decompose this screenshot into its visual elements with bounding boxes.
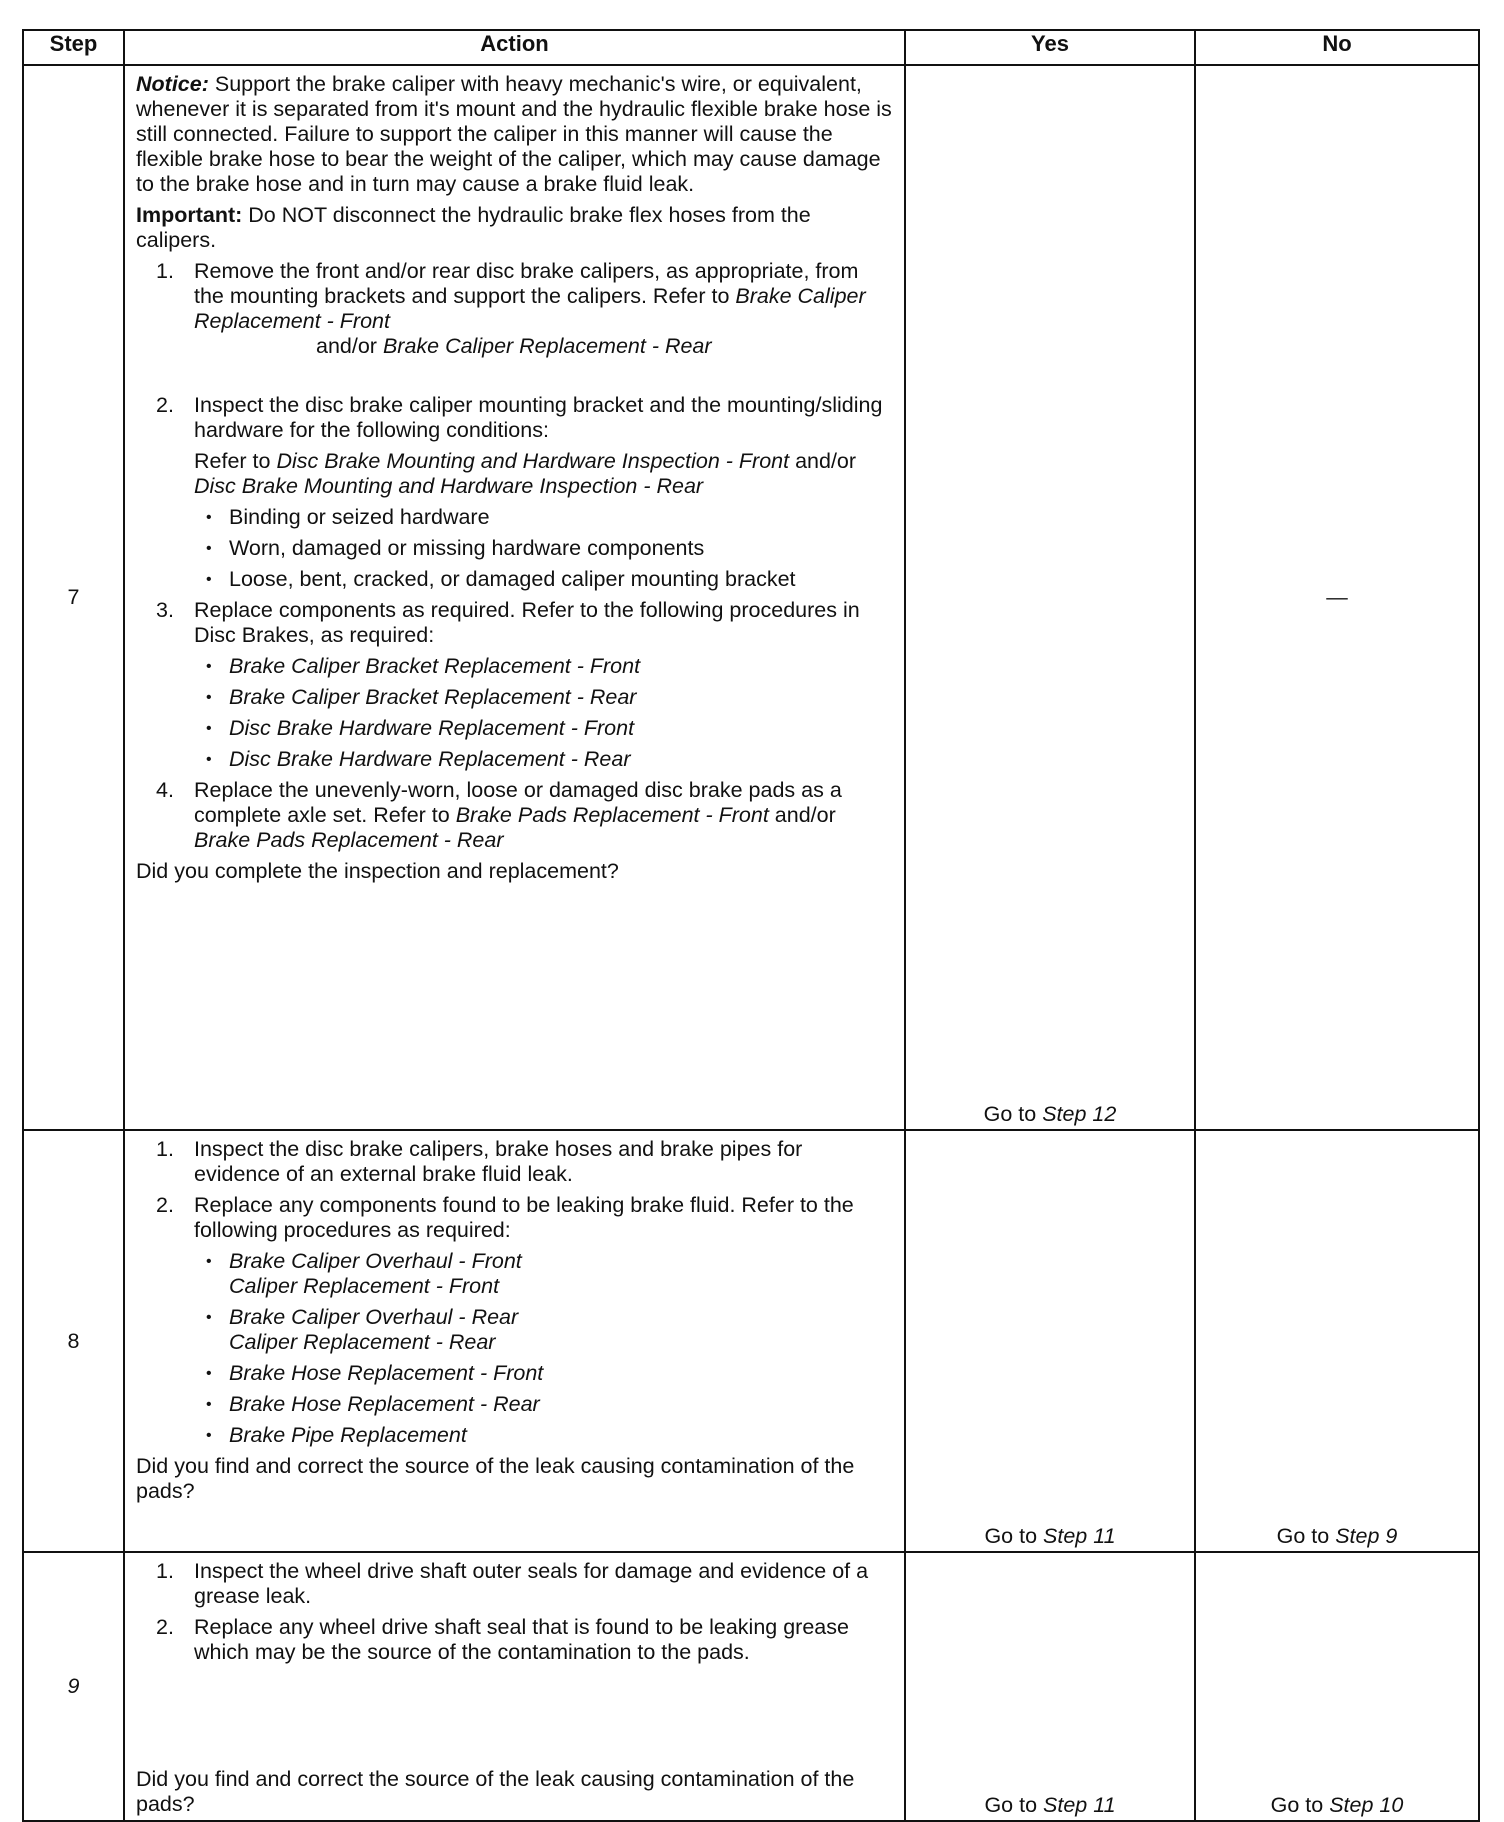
item-number: 2.	[156, 1615, 174, 1639]
item-text: Inspect the disc brake calipers, brake hoses and brake pipes for evidence of an external brake fluid leak.	[194, 1137, 803, 1186]
diagnostic-table	[22, 29, 1480, 1822]
table-row-step-8	[23, 1130, 1479, 1552]
bullet-item	[136, 1423, 894, 1448]
refer-paragraph	[194, 449, 894, 499]
bullet-item	[136, 747, 894, 772]
bullet-text: Binding or seized hardware	[229, 505, 490, 529]
item-text: Remove the front and/or rear disc brake calipers, as appropriate, from the mounting brackets and support the calipers. Refer to	[194, 259, 859, 308]
bullet-item	[136, 685, 894, 710]
action-cell	[124, 65, 905, 1130]
yes-cell	[905, 65, 1195, 1130]
bullet-icon: •	[206, 658, 212, 675]
bullet-item	[136, 1249, 894, 1299]
no-step-link[interactable]: Step 10	[1329, 1793, 1404, 1817]
item-number: 1.	[156, 1137, 174, 1161]
item-text: Replace the unevenly-worn, loose or damaged disc brake pads as a complete axle set. Refer to	[194, 778, 842, 827]
bullet-icon: •	[206, 720, 212, 737]
important-paragraph	[136, 203, 894, 253]
reference-link[interactable]: Disc Brake Hardware Replacement - Front	[229, 716, 635, 740]
reference-link[interactable]: Brake Caliper Overhaul - Rear	[229, 1305, 519, 1329]
action-cell	[124, 1130, 905, 1552]
reference-link[interactable]: Brake Caliper Replacement - Rear	[382, 334, 712, 358]
item-text: Inspect the wheel drive shaft outer seals for damage and evidence of a grease leak.	[194, 1559, 869, 1608]
item-number: 2.	[156, 1193, 174, 1217]
header-yes: Yes	[905, 30, 1195, 65]
bullet-item	[136, 716, 894, 741]
notice-label: Notice:	[136, 72, 209, 96]
header-action: Action	[124, 30, 905, 65]
reference-link[interactable]: Brake Pads Replacement - Front	[455, 803, 769, 827]
yes-prefix: Go to	[984, 1793, 1044, 1817]
bullet-icon: •	[206, 540, 212, 557]
item-and: and/or	[768, 803, 836, 827]
question-text: Did you find and correct the source of the leak causing contamination of the pads?	[136, 1454, 855, 1503]
bullet-icon: •	[206, 1365, 212, 1382]
reference-link[interactable]: Disc Brake Mounting and Hardware Inspection - Front	[276, 449, 790, 473]
yes-prefix: Go to	[984, 1524, 1044, 1548]
list-item	[136, 1559, 894, 1609]
step-number: 7	[23, 65, 124, 1130]
bullet-item	[136, 505, 894, 530]
reference-link[interactable]: Brake Hose Replacement - Front	[229, 1361, 544, 1385]
no-prefix: Go to	[1276, 1524, 1336, 1548]
item-text: Replace components as required. Refer to the following procedures in Disc Brakes, as required:	[194, 598, 860, 647]
no-step-link[interactable]: Step 9	[1335, 1524, 1398, 1548]
no-cell	[1195, 1130, 1479, 1552]
reference-link[interactable]: Brake Caliper Overhaul - Front	[229, 1249, 522, 1273]
item-and: and/or	[316, 334, 383, 358]
no-cell: —	[1195, 65, 1479, 1130]
bullet-text: Loose, bent, cracked, or damaged caliper mounting bracket	[229, 567, 796, 591]
question-text: Did you find and correct the source of the leak causing contamination of the pads?	[136, 1767, 855, 1816]
yes-step-link[interactable]: Step 11	[1043, 1524, 1116, 1548]
bullet-icon: •	[206, 509, 212, 526]
notice-paragraph	[136, 72, 894, 197]
item-text: Replace any wheel drive shaft seal that is found to be leaking grease which may be the source of the contamination to the pads.	[194, 1615, 849, 1664]
action-cell	[124, 1552, 905, 1821]
reference-link[interactable]: Brake Caliper Bracket Replacement - Front	[229, 654, 641, 678]
bullet-item	[136, 1305, 894, 1355]
bullet-icon: •	[206, 751, 212, 768]
important-label: Important:	[136, 203, 243, 227]
step-number: 9	[23, 1552, 124, 1821]
list-item	[136, 1193, 894, 1243]
item-number: 4.	[156, 778, 174, 802]
bullet-icon: •	[206, 1309, 212, 1326]
reference-link[interactable]: Disc Brake Mounting and Hardware Inspection - Rear	[194, 474, 704, 498]
reference-link[interactable]: Brake Pads Replacement - Rear	[194, 828, 504, 852]
no-cell	[1195, 1552, 1479, 1821]
reference-link[interactable]: Brake Caliper Bracket Replacement - Rear	[229, 685, 637, 709]
reference-link[interactable]: Caliper Replacement - Rear	[229, 1330, 496, 1354]
yes-cell	[905, 1552, 1195, 1821]
bullet-icon: •	[206, 571, 212, 588]
list-item	[136, 598, 894, 648]
yes-step-link[interactable]: Step 12	[1042, 1102, 1117, 1126]
bullet-icon: •	[206, 1396, 212, 1413]
bullet-icon: •	[206, 1253, 212, 1270]
reference-link[interactable]: Disc Brake Hardware Replacement - Rear	[229, 747, 631, 771]
refer-text: Refer to	[194, 449, 277, 473]
list-item	[136, 393, 894, 443]
reference-link[interactable]: Brake Pipe Replacement	[229, 1423, 467, 1447]
bullet-item	[136, 654, 894, 679]
no-prefix: Go to	[1270, 1793, 1330, 1817]
list-item	[136, 1137, 894, 1187]
reference-link[interactable]: Brake Caliper Replacement - Front	[194, 284, 866, 333]
bullet-item	[136, 1361, 894, 1386]
item-number: 1.	[156, 259, 174, 283]
yes-cell	[905, 1130, 1195, 1552]
item-number: 3.	[156, 598, 174, 622]
bullet-icon: •	[206, 689, 212, 706]
list-item	[136, 778, 894, 853]
question-text: Did you complete the inspection and replacement?	[136, 859, 619, 883]
item-text: Replace any components found to be leaking brake fluid. Refer to the following procedures as required:	[194, 1193, 854, 1242]
refer-and: and/or	[789, 449, 857, 473]
list-item	[136, 259, 894, 359]
important-text: Do NOT disconnect the hydraulic brake flex hoses from the calipers.	[136, 203, 811, 252]
table-row-step-7	[23, 65, 1479, 1130]
bullet-icon: •	[206, 1427, 212, 1444]
step-number: 8	[23, 1130, 124, 1552]
yes-prefix: Go to	[983, 1102, 1043, 1126]
yes-step-link[interactable]: Step 11	[1043, 1793, 1116, 1817]
table-row-step-9	[23, 1552, 1479, 1821]
bullet-item	[136, 536, 894, 561]
reference-link[interactable]: Brake Hose Replacement - Rear	[229, 1392, 540, 1416]
table-header-row	[23, 30, 1479, 65]
header-no: No	[1195, 30, 1479, 65]
item-text: Inspect the disc brake caliper mounting bracket and the mounting/sliding hardware for the following conditions:	[194, 393, 883, 442]
list-item	[136, 1615, 894, 1665]
item-number: 2.	[156, 393, 174, 417]
reference-link[interactable]: Caliper Replacement - Front	[229, 1274, 500, 1298]
bullet-item	[136, 567, 894, 592]
bullet-text: Worn, damaged or missing hardware components	[229, 536, 705, 560]
notice-text: Support the brake caliper with heavy mechanic's wire, or equivalent, whenever it is separated from it's mount and the hydraulic flexible brake hose is still connected. Failure to support the caliper in this manner will cause the flexible brake hose to bear the weight of the caliper, which may cause damage to the brake hose and in turn may cause a brake fluid leak.	[136, 72, 892, 196]
header-step: Step	[23, 30, 124, 65]
bullet-item	[136, 1392, 894, 1417]
item-number: 1.	[156, 1559, 174, 1583]
